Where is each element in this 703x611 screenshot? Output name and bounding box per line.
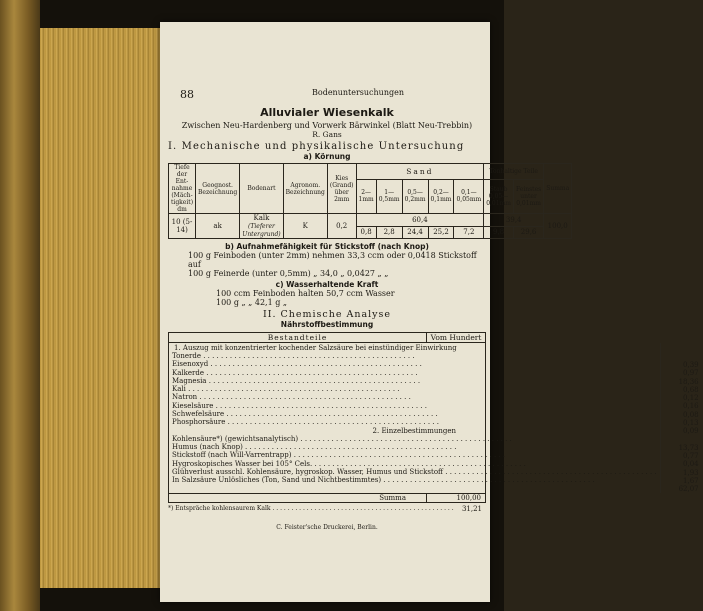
cell-ton-total: 39,4 — [484, 214, 544, 227]
chem-row — [172, 369, 657, 377]
cell-v6: 9,8 — [484, 226, 514, 239]
book-spine — [0, 0, 40, 611]
b-line-1: 100 g Feinboden (unter 2mm) nehmen 33,3 ccm oder 0,0418 Stickstoff auf — [188, 251, 477, 269]
chem-row-label: Kalkerde . . . — [172, 369, 657, 377]
cell-agron: K — [283, 214, 327, 239]
col-s5: 0,1—0,05mm — [454, 179, 484, 213]
chem-row — [172, 393, 657, 401]
chem-row-label: Natron . . . — [172, 393, 657, 401]
document-subtitle: Zwischen Neu-Hardenberg und Vorwerk Bärwinkel (Blatt Neu-Trebbin) — [181, 121, 473, 130]
chem-row — [172, 352, 657, 360]
chem-row-value: 0,77 — [683, 451, 699, 460]
col-bodenart: Bodenart — [240, 164, 283, 214]
running-head: Bodenuntersuchungen — [312, 88, 404, 97]
chem-row — [172, 377, 657, 385]
summa-value: 100,00 — [426, 494, 485, 502]
cell-v5: 7,2 — [454, 226, 484, 239]
chem-row-value: 0,12 — [683, 394, 699, 403]
chem-table — [168, 332, 699, 503]
chem-row — [172, 460, 657, 468]
chem-row — [172, 443, 657, 451]
chem-row-label: Glühverlust ausschl. Kohlensäure, hygroskop. Wasser, Humus und Stickstoff . . . — [172, 468, 657, 476]
chem-row-label: Humus (nach Knop) . . . — [172, 443, 657, 451]
chem-row-value: 0,39 — [683, 361, 699, 369]
cell-v4: 25,2 — [428, 226, 454, 239]
chem-row-value: 0,09 — [683, 427, 699, 436]
chem-row-label: Eisenoxyd . . . — [172, 360, 657, 368]
chem-header-hundert: Vom Hundert — [426, 333, 485, 342]
section-2-subheading: Nährstoffbestimmung — [280, 320, 374, 329]
col-summa: Summa — [544, 164, 572, 214]
koernung-table — [168, 163, 572, 239]
chem-row — [172, 435, 657, 443]
chem-header-bestandteile: Bestandteile — [267, 333, 328, 342]
chem-row-label: Schwefelsäure . . . — [172, 410, 657, 418]
chem-row — [172, 360, 657, 368]
cell-sand-total: 60,4 — [356, 214, 484, 227]
page-edges — [40, 28, 172, 588]
chem-row-label: Hygroskopisches Wasser bei 105° Cels. . . . — [172, 460, 657, 468]
chem-row-value: 62,07 — [678, 485, 699, 494]
chem-row-value: 0,16 — [683, 402, 699, 411]
chem-row-value: 0,08 — [683, 410, 699, 419]
cell-v7: 29,6 — [513, 226, 543, 239]
chem-row-label: In Salzsäure Unlösliches (Ton, Sand und Nichtbestimmtes) . . . — [172, 476, 657, 484]
chem-group-1: 1. Auszug mit konzentrierter kochender Salzsäure bei einstündiger Einwirkung — [174, 344, 457, 352]
chem-row-label: Kali . . . — [172, 385, 657, 393]
chem-row — [172, 476, 657, 484]
chem-row-value: 0,97 — [683, 369, 699, 378]
chem-group-1-rows — [172, 352, 657, 427]
document-title: Alluvialer Wiesenkalk — [260, 106, 394, 119]
chem-group-2-values — [661, 444, 703, 494]
col-s2: 1—0,5mm — [376, 179, 402, 213]
bodenart-note: (Tieferer Untergrund) — [242, 223, 281, 238]
page-number: 88 — [180, 88, 194, 101]
chem-row-label: Phosphorsäure . . . — [172, 418, 657, 426]
chem-row-value: 0,04 — [683, 460, 699, 469]
c-line-1: 100 ccm Feinboden halten 50,7 ccm Wasser — [216, 289, 395, 298]
chem-group-1-values — [661, 361, 703, 436]
b-line-2: 100 g Feinerde (unter 0,5mm) „ 34,0 „ 0,0427 „ „ — [188, 269, 389, 278]
chem-row-label: Kieselsäure . . . — [172, 402, 657, 410]
col-geogn: Geognost. Bezeichnung — [196, 164, 240, 214]
col-ton: Tonhaltige Teile — [484, 164, 544, 180]
bodenart-value: Kalk — [253, 214, 270, 222]
footnote-row — [168, 505, 486, 513]
cell-tiefe: 10 (5-14) — [169, 214, 196, 239]
chem-row-value: 13,73 — [678, 443, 699, 452]
footnote-value: 31,21 — [461, 505, 482, 514]
summa-label: Summa — [379, 494, 406, 503]
chem-row — [172, 402, 657, 410]
col-t1: Staub 0,05—0,01mm — [484, 179, 514, 213]
cell-v3: 24,4 — [402, 226, 428, 239]
col-s4: 0,2—0,1mm — [428, 179, 454, 213]
chem-group-2: 2. Einzelbestimmungen — [372, 426, 457, 435]
chem-row — [172, 468, 657, 476]
col-s3: 0,5—0,2mm — [402, 179, 428, 213]
cell-kies: 0,2 — [327, 214, 356, 239]
cell-summa: 100,0 — [544, 214, 572, 239]
cell-bodenart — [240, 214, 283, 239]
author: R. Gans — [312, 130, 342, 139]
col-kies: Kies (Grand) über 2mm — [327, 164, 356, 214]
book-page — [160, 22, 699, 602]
col-sand: Sand — [356, 164, 484, 180]
section-b-title: b) Aufnahmefähigkeit für Stickstoff (nach Knop) — [225, 242, 429, 251]
cell-geogn: ak — [196, 214, 240, 239]
c-line-2: 100 g „ „ 42,1 g „ — [216, 298, 288, 307]
printer-line: C. Feister'sche Druckerei, Berlin. — [276, 523, 378, 531]
chem-row-value: 18,36 — [678, 377, 699, 386]
chem-row — [172, 451, 657, 459]
section-a-title: a) Körnung — [303, 152, 351, 161]
chem-row-label: Kohlensäure*) (gewichtsanalytisch) . . . — [172, 435, 657, 443]
chem-row-value: 0,13 — [683, 419, 699, 428]
section-c-title: c) Wasserhaltende Kraft — [275, 280, 379, 289]
chem-row-value: 1,93 — [683, 468, 699, 477]
chem-row-value: 1,67 — [683, 476, 699, 485]
chem-row — [172, 418, 657, 426]
chem-row-label: Stickstoff (nach Will-Varrentrapp) . . . — [172, 451, 657, 459]
chem-group-2-rows — [172, 435, 657, 485]
col-tiefe: Tiefe der Ent-nahme (Mäch-tigkeit) dm — [169, 164, 196, 214]
col-s1: 2—1mm — [356, 179, 376, 213]
footnote-label: *) Entspräche kohlensaurem Kalk . . . — [168, 505, 454, 513]
chem-row — [172, 385, 657, 393]
chem-row-label: Magnesia . . . — [172, 377, 657, 385]
page-content — [168, 106, 699, 531]
cell-v1: 0,8 — [356, 226, 376, 239]
section-1-heading: I. Mechanische und physikalische Untersuchung — [168, 141, 465, 152]
col-agron: Agronom. Bezeichnung — [283, 164, 327, 214]
chem-row — [172, 410, 657, 418]
chem-row-value: 0,68 — [683, 385, 699, 394]
cell-v2: 2,8 — [376, 226, 402, 239]
chem-row-label: Tonerde . . . — [172, 352, 657, 360]
section-2-heading: II. Chemische Analyse — [262, 309, 392, 320]
col-t2: Feinstes unter 0,01mm — [513, 179, 543, 213]
